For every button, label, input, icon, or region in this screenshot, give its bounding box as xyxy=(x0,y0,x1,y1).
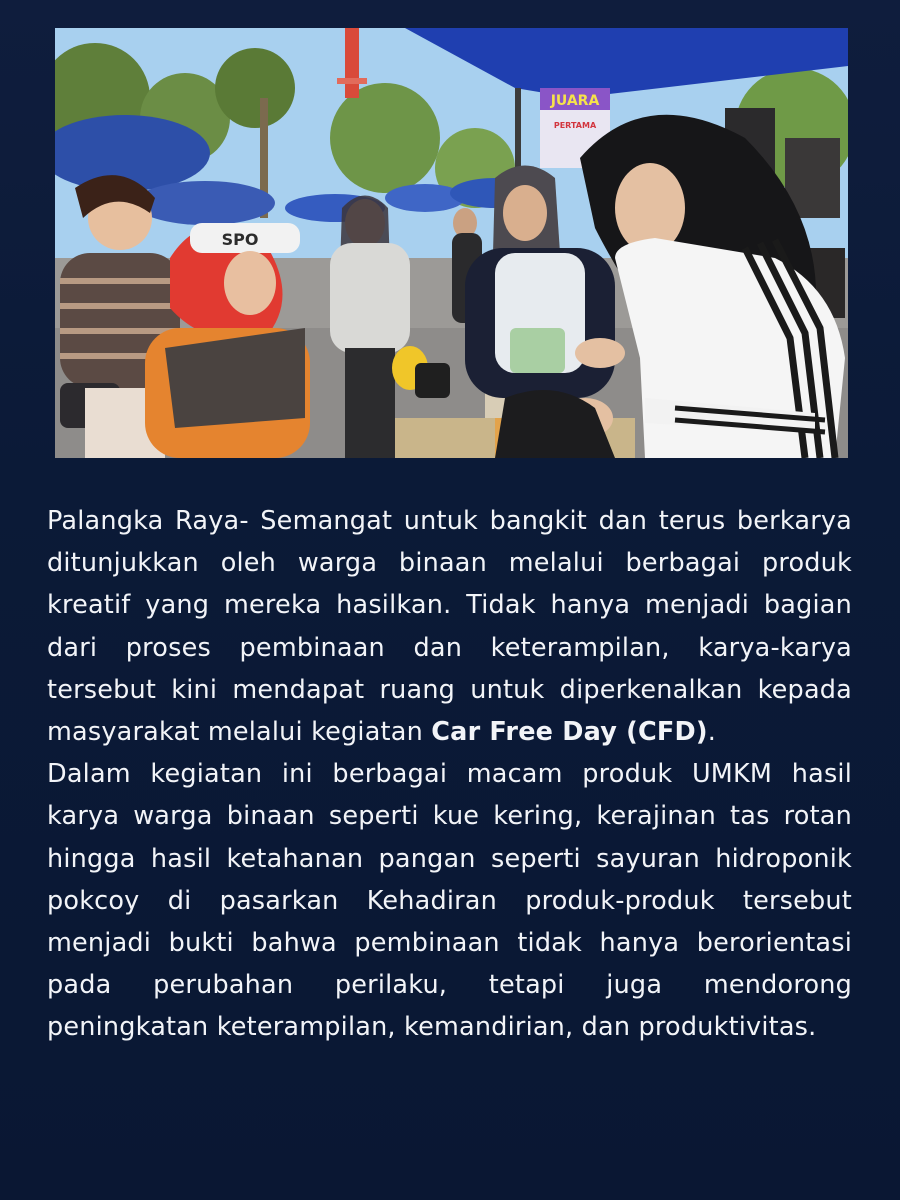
paragraph-1-text: Palangka Raya- Semangat untuk bangkit dan terus berkarya ditunjukkan oleh warga binaan melalui berbagai produk kreatif yang mereka hasilkan. Tidak hanya menjadi bagian dari proses pembinaan dan keterampilan, karya-karya tersebut kini mendapat ruang untuk diperkenalkan kepada masyarakat melalui kegiatan xyxy=(47,506,852,748)
article-paragraph-2: Dalam kegiatan ini berbagai macam produk UMKM hasil karya warga binaan seperti kue kering, kerajinan tas rotan hingga hasil ketahanan pangan seperti sayuran hidroponik pokcoy di pasarkan Kehadiran produk-produk tersebut menjadi bukti bahwa pembinaan tidak hanya berorientasi pada perubahan perilaku, tetapi juga mendorong peningkatan keterampilan, kemandirian, dan produktivitas. xyxy=(47,759,852,1043)
hat-text: SPO xyxy=(221,230,259,249)
event-photo xyxy=(55,28,848,458)
tent-sign-line: PERTAMA xyxy=(553,121,597,130)
event-name: Car Free Day (CFD) xyxy=(431,717,708,748)
article-body xyxy=(47,500,852,1049)
tent-sign-brand: JUARA xyxy=(550,93,600,109)
article-paragraph-1 xyxy=(47,500,852,753)
paragraph-1-end: . xyxy=(707,717,717,748)
